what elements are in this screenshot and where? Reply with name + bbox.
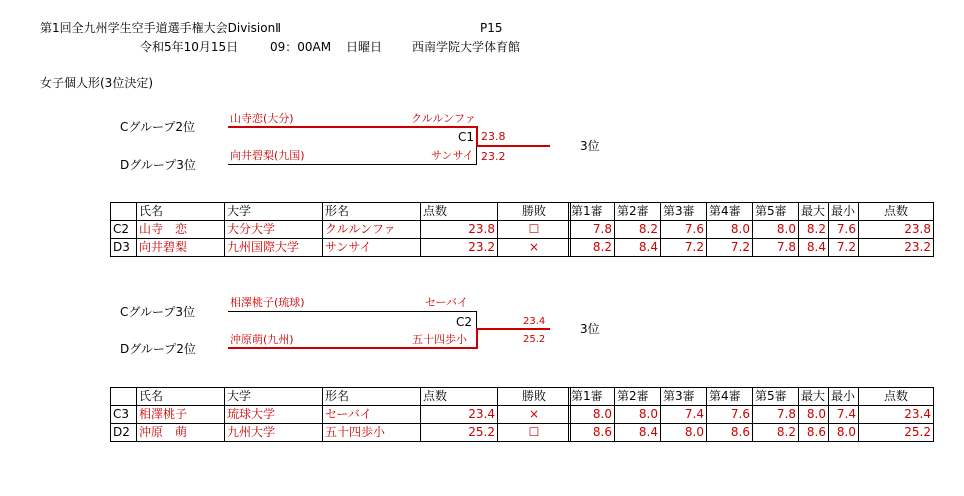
judge-score: 8.0	[569, 406, 615, 424]
row-score: 23.8	[421, 221, 498, 239]
row-score: 25.2	[421, 424, 498, 442]
header-judge-5: 第5審	[753, 203, 799, 221]
table-row	[111, 424, 571, 442]
judge-score: 8.2	[569, 239, 615, 257]
row-code: D2	[111, 424, 137, 442]
event-venue: 西南学院大学体育館	[412, 40, 521, 54]
top-bracket-line	[228, 126, 478, 128]
row-name: 向井碧梨	[137, 239, 225, 257]
top-score: 23.8	[481, 130, 506, 143]
result-label: 3位	[580, 139, 600, 153]
row-name: 山寺 恋	[137, 221, 225, 239]
top-vertical-line	[476, 311, 477, 329]
bottom-competitor-name: 沖原萌(九州)	[230, 333, 294, 346]
event-date: 令和5年10月15日	[140, 40, 239, 54]
top-competitor-kata: セーバイ	[425, 296, 469, 309]
table-row	[569, 406, 934, 424]
judge-score: 8.6	[707, 424, 753, 442]
total-score: 23.8	[859, 221, 934, 239]
row-code: D3	[111, 239, 137, 257]
header-university: 大学	[225, 388, 323, 406]
header-score: 点数	[421, 388, 498, 406]
row-score: 23.4	[421, 406, 498, 424]
header-result: 勝敗	[498, 203, 571, 221]
row-result: ☐	[498, 221, 571, 239]
judge-score: 8.0	[753, 221, 799, 239]
table-row	[569, 221, 934, 239]
header-judge-2: 第2審	[615, 203, 661, 221]
bottom-competitor-kata: サンサイ	[431, 149, 474, 162]
winner-line	[476, 145, 550, 147]
header-judge-4: 第4審	[707, 388, 753, 406]
match-code: C2	[456, 315, 473, 329]
bottom-score: 23.2	[481, 150, 506, 163]
bottom-vertical-line	[476, 147, 477, 164]
judge-score: 7.4	[661, 406, 707, 424]
row-kata: クルルンファ	[323, 221, 421, 239]
row-name: 相澤桃子	[137, 406, 225, 424]
row-kata: 五十四歩小	[323, 424, 421, 442]
row-score: 23.2	[421, 239, 498, 257]
header-judge-2: 第2審	[615, 388, 661, 406]
bottom-bracket-line	[228, 347, 478, 349]
judge-score: 8.2	[753, 424, 799, 442]
table-row	[569, 424, 934, 442]
bottom-vertical-line	[476, 329, 478, 349]
bottom-competitor-kata: 五十四歩小	[412, 333, 467, 346]
total-score: 23.2	[859, 239, 934, 257]
header-min: 最小	[829, 388, 859, 406]
judge-score: 7.6	[661, 221, 707, 239]
top-competitor-name: 相澤桃子(琉球)	[230, 296, 305, 309]
bottom-competitor-name: 向井碧梨(九国)	[230, 149, 305, 162]
row-kata: セーバイ	[323, 406, 421, 424]
header-total: 点数	[859, 388, 934, 406]
row-kata: サンサイ	[323, 239, 421, 257]
header-name: 氏名	[137, 203, 225, 221]
event-time: 09：00AM	[270, 40, 332, 54]
header-judge-5: 第5審	[753, 388, 799, 406]
header-kata: 形名	[323, 203, 421, 221]
header-university: 大学	[225, 203, 323, 221]
max-score: 8.4	[799, 239, 829, 257]
top-score: 23.4	[523, 316, 546, 327]
max-score: 8.2	[799, 221, 829, 239]
result-table-match-1	[110, 202, 571, 257]
max-score: 8.0	[799, 406, 829, 424]
winner-line	[476, 328, 550, 330]
judge-score: 7.8	[569, 221, 615, 239]
top-group-label: Cグループ3位	[120, 305, 196, 319]
header-judge-1: 第1審	[569, 388, 615, 406]
judge-score: 7.2	[661, 239, 707, 257]
header-code	[111, 388, 137, 406]
judge-score: 7.8	[753, 406, 799, 424]
header-judge-1: 第1審	[569, 203, 615, 221]
result-table-match-2	[110, 387, 571, 442]
row-result: ×	[498, 406, 571, 424]
row-result: ☐	[498, 424, 571, 442]
page-number: P15	[480, 21, 503, 35]
judge-score: 8.2	[615, 221, 661, 239]
bottom-bracket-line	[228, 164, 477, 165]
row-university: 琉球大学	[225, 406, 323, 424]
header-judge-3: 第3審	[661, 203, 707, 221]
row-code: C2	[111, 221, 137, 239]
judge-score: 7.6	[707, 406, 753, 424]
event-weekday: 日曜日	[346, 40, 383, 54]
min-score: 7.4	[829, 406, 859, 424]
header-judge-4: 第4審	[707, 203, 753, 221]
top-bracket-line	[228, 311, 477, 312]
bottom-score: 25.2	[523, 334, 546, 345]
top-vertical-line	[476, 126, 478, 147]
judge-score: 8.4	[615, 424, 661, 442]
tournament-title: 第1回全九州学生空手道選手権大会DivisionⅡ	[40, 21, 282, 35]
header-min: 最小	[829, 203, 859, 221]
judge-score: 8.0	[707, 221, 753, 239]
header-max: 最大	[799, 203, 829, 221]
header-total: 点数	[859, 203, 934, 221]
min-score: 7.6	[829, 221, 859, 239]
row-code: C3	[111, 406, 137, 424]
total-score: 25.2	[859, 424, 934, 442]
row-result: ×	[498, 239, 571, 257]
header-code	[111, 203, 137, 221]
min-score: 8.0	[829, 424, 859, 442]
section-title: 女子個人形(3位決定)	[40, 76, 153, 90]
header-judge-3: 第3審	[661, 388, 707, 406]
row-university: 九州大学	[225, 424, 323, 442]
judge-score: 8.0	[615, 406, 661, 424]
max-score: 8.6	[799, 424, 829, 442]
table-row	[111, 406, 571, 424]
bottom-group-label: Dグループ2位	[120, 342, 196, 356]
judges-table-match-1	[568, 202, 934, 257]
judge-score: 8.6	[569, 424, 615, 442]
match-code: C1	[458, 130, 475, 144]
judge-score: 8.0	[661, 424, 707, 442]
top-competitor-name: 山寺恋(大分)	[230, 112, 294, 125]
judge-score: 7.8	[753, 239, 799, 257]
header-kata: 形名	[323, 388, 421, 406]
result-label: 3位	[580, 322, 600, 336]
min-score: 7.2	[829, 239, 859, 257]
top-competitor-kata: クルルンファ	[411, 112, 476, 125]
bottom-group-label: Dグループ3位	[120, 158, 196, 172]
row-name: 沖原 萌	[137, 424, 225, 442]
judge-score: 8.4	[615, 239, 661, 257]
header-result: 勝敗	[498, 388, 571, 406]
table-row	[569, 239, 934, 257]
header-name: 氏名	[137, 388, 225, 406]
judge-score: 7.2	[707, 239, 753, 257]
row-university: 大分大学	[225, 221, 323, 239]
row-university: 九州国際大学	[225, 239, 323, 257]
header-score: 点数	[421, 203, 498, 221]
top-group-label: Cグループ2位	[120, 120, 196, 134]
total-score: 23.4	[859, 406, 934, 424]
table-row	[111, 239, 571, 257]
table-row	[111, 221, 571, 239]
header-max: 最大	[799, 388, 829, 406]
judges-table-match-2	[568, 387, 934, 442]
